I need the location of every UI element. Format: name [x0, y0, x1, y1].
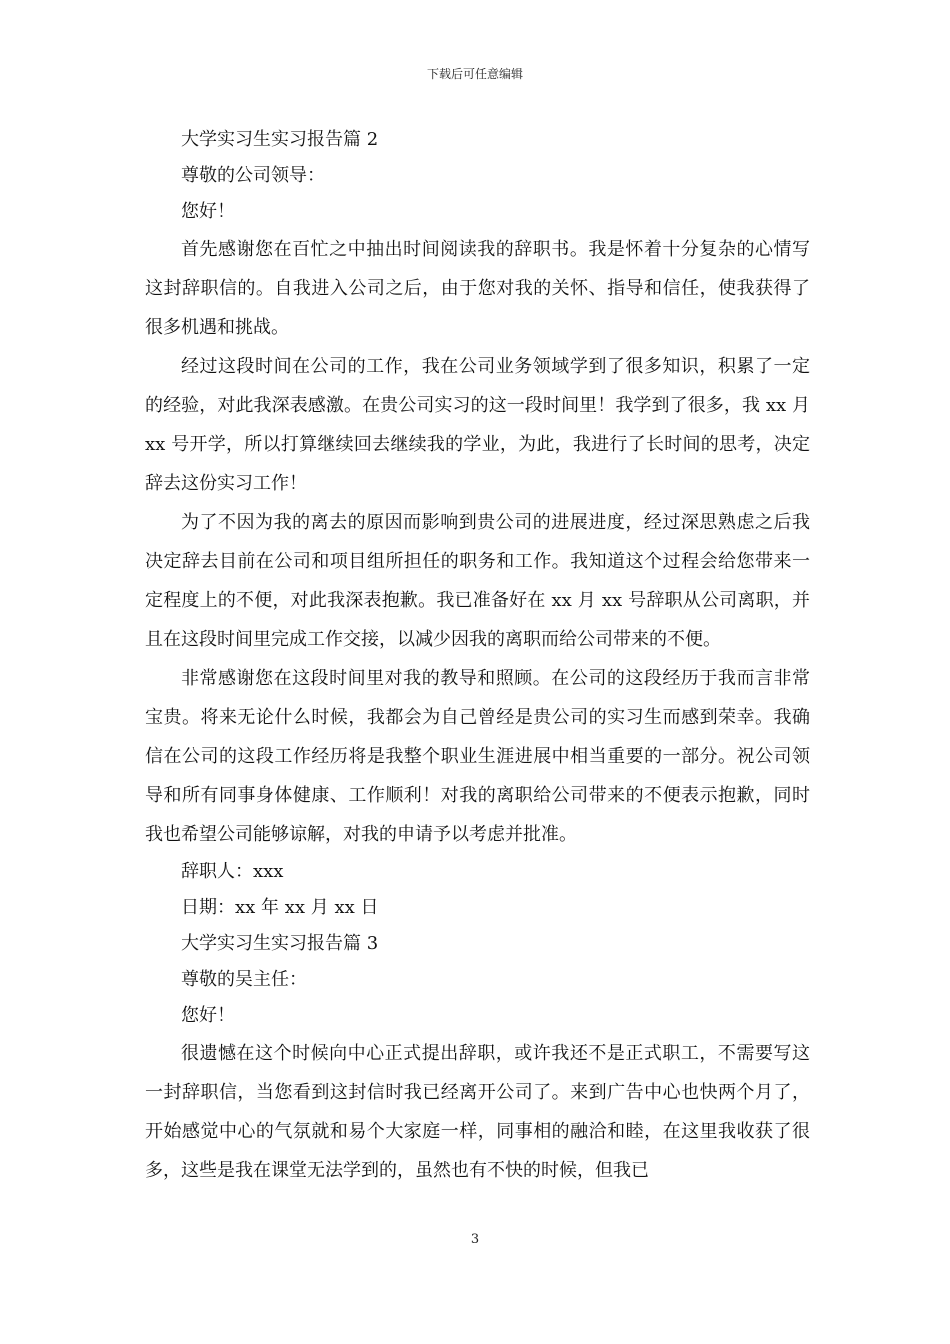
document-body: [145, 122, 810, 1190]
salutation-2: 尊敬的公司领导：: [181, 165, 325, 186]
salutation-3: 尊敬的吴主任：: [181, 969, 307, 990]
paragraph-5: 很遗憾在这个时候向中心正式提出辞职，或许我还不是正式职工，不需要写这一封辞职信，当您看到这封信时我已经离开公司了。来到广告中心也快两个月了，开始感觉中心的气氛就和易个大家庭一样，同事相的融洽和睦，在这里我收获了很多，这些是我在课堂无法学到的，虽然也有不快的时候，但我已: [145, 1043, 810, 1181]
section-title-2: 大学实习生实习报告篇 2: [181, 129, 379, 150]
page-number: 3: [470, 1232, 480, 1247]
paragraph-2: 经过这段时间在公司的工作，我在公司业务领域学到了很多知识，积累了一定的经验，对此我深表感激。在贵公司实习的这一段时间里！我学到了很多，我 xx 月 xx 号开学，所以打算继续回去继续我的学业，为此，我进行了长时间的思考，决定辞去这份实习工作！: [145, 356, 810, 494]
paragraph-4: 非常感谢您在这段时间里对我的教导和照顾。在公司的这段经历于我而言非常宝贵。将来无论什么时候，我都会为自己曾经是贵公司的实习生而感到荣幸。我确信在公司的这段工作经历将是我整个职业生涯进展中相当重要的一部分。祝公司领导和所有同事身体健康、工作顺利！对我的离职给公司带来的不便表示抱歉，同时我也希望公司能够谅解，对我的申请予以考虑并批准。: [145, 668, 810, 845]
paragraph-1: 首先感谢您在百忙之中抽出时间阅读我的辞职书。我是怀着十分复杂的心情写这封辞职信的。自我进入公司之后，由于您对我的关怀、指导和信任，使我获得了很多机遇和挑战。: [145, 239, 810, 338]
paragraph-3: 为了不因为我的离去的原因而影响到贵公司的进展进度，经过深思熟虑之后我决定辞去目前在公司和项目组所担任的职务和工作。我知道这个过程会给您带来一定程度上的不便，对此我深表抱歉。我已准备好在 xx 月 xx 号辞职从公司离职，并且在这段时间里完成工作交接，以减少因我的离职而给公司带来的不便。: [145, 512, 810, 650]
greeting-2: 您好！: [181, 201, 235, 222]
section-title-3: 大学实习生实习报告篇 3: [181, 933, 379, 954]
date-line: 日期：xx 年 xx 月 xx 日: [181, 897, 379, 918]
signer-line: 辞职人：xxx: [181, 861, 284, 882]
page-header-note: 下载后可任意编辑: [426, 67, 523, 81]
greeting-3: 您好！: [181, 1005, 235, 1026]
